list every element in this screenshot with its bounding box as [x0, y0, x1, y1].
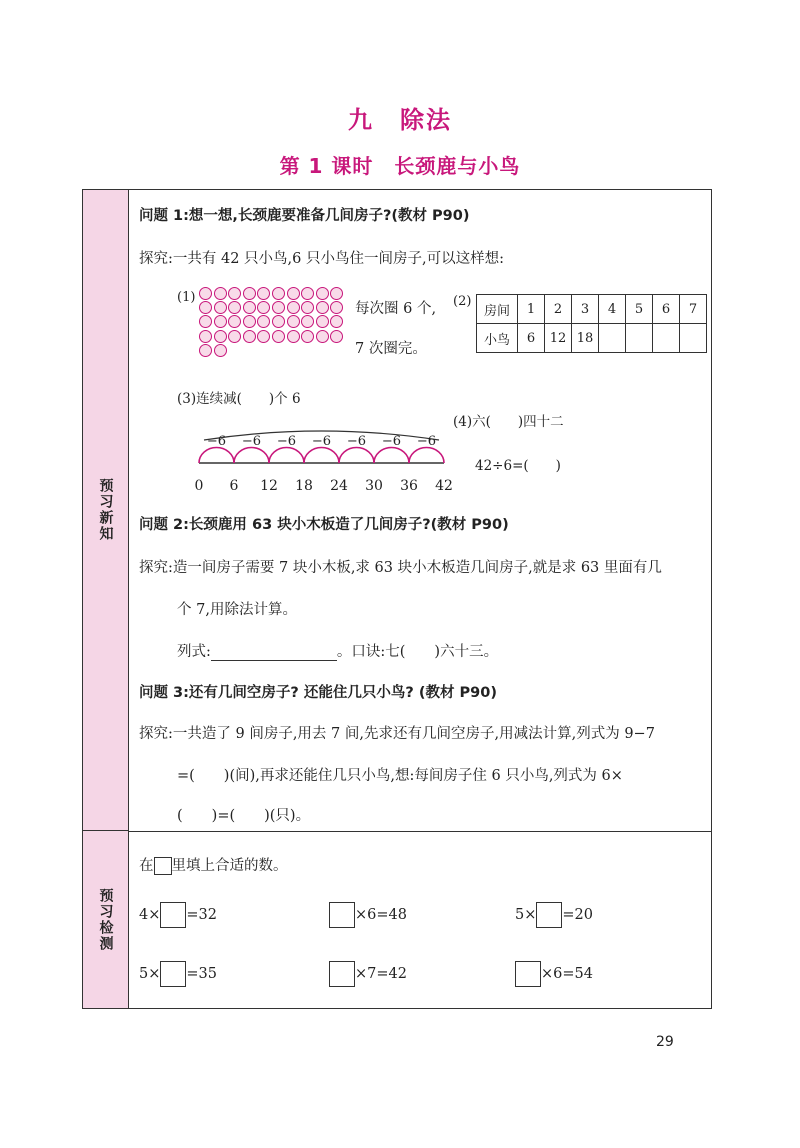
- part1-text-a: 每次圈 6 个,: [355, 301, 437, 317]
- circle: [316, 315, 329, 328]
- table-row: [477, 324, 707, 353]
- answer-box[interactable]: [329, 961, 355, 987]
- side-label-check: 预习检测: [83, 831, 129, 1008]
- circle: [316, 330, 329, 343]
- jump-label: −6: [346, 434, 367, 449]
- part1-text-b: 7 次圈完。: [355, 341, 427, 357]
- jump-arc: [374, 448, 409, 464]
- table-cell[interactable]: [653, 324, 680, 353]
- circle: [214, 344, 227, 357]
- q2-formula: [177, 640, 498, 661]
- circle: [287, 315, 300, 328]
- answer-box[interactable]: [160, 961, 186, 987]
- jump-arc: [269, 448, 304, 464]
- jump-arc: [234, 448, 269, 464]
- formula-label: 列式:: [177, 644, 211, 660]
- circle: [330, 315, 343, 328]
- table-cell: 3: [572, 295, 599, 324]
- check-item: ×6=48: [329, 902, 407, 928]
- part4-text: (4)六( )四十二: [453, 414, 564, 430]
- tick-label: 0: [194, 478, 204, 494]
- answer-box[interactable]: [536, 902, 562, 928]
- section-divider: [129, 831, 711, 832]
- q3-title: 问题 3:还有几间空房子? 还能住几只小鸟? (教材 P90): [139, 685, 497, 701]
- circle: [272, 301, 285, 314]
- page-number: 29: [656, 1034, 674, 1050]
- table-head: 房间: [477, 295, 518, 324]
- table-cell: 12: [545, 324, 572, 353]
- q2-explore-b: 个 7,用除法计算。: [177, 602, 297, 618]
- part2-label: (2): [453, 294, 472, 309]
- circle: [199, 330, 212, 343]
- jump-arc: [199, 448, 234, 464]
- table-cell: 2: [545, 295, 572, 324]
- table-row: [477, 295, 707, 324]
- circle: [257, 301, 270, 314]
- q3-explore-b: =( )(间),再求还能住几只小鸟,想:每间房子住 6 只小鸟,列式为 6×: [177, 768, 623, 784]
- circle: [316, 301, 329, 314]
- lesson-title: 第 1 课时 长颈鹿与小鸟: [279, 154, 521, 178]
- tick-label: 36: [400, 478, 418, 494]
- circle: [287, 330, 300, 343]
- circle: [214, 330, 227, 343]
- jump-arc: [409, 448, 444, 464]
- table-cell: 1: [518, 295, 545, 324]
- answer-box-sample: [154, 857, 172, 875]
- side-label-preview: 预习新知: [83, 190, 129, 831]
- circle: [199, 287, 212, 300]
- tick-label: 18: [295, 478, 313, 494]
- check-item: ×6=54: [515, 961, 593, 987]
- circle: [301, 315, 314, 328]
- circle: [330, 330, 343, 343]
- circle: [214, 301, 227, 314]
- circle: [228, 315, 241, 328]
- circle: [316, 287, 329, 300]
- check-item: 5× =20: [515, 902, 593, 928]
- answer-box[interactable]: [160, 902, 186, 928]
- circle: [243, 287, 256, 300]
- circle: [272, 315, 285, 328]
- formula-blank[interactable]: [211, 646, 337, 661]
- table-cell: 6: [518, 324, 545, 353]
- chapter-title: 九 除法: [348, 106, 452, 134]
- jump-arc: [304, 448, 339, 463]
- jump-label: −6: [276, 434, 297, 449]
- tick-label: 24: [330, 478, 348, 494]
- circle: [214, 287, 227, 300]
- table-cell[interactable]: [599, 324, 626, 353]
- number-line: [189, 420, 453, 495]
- circle: [330, 301, 343, 314]
- part3-text: (3)连续减( )个 6: [177, 391, 301, 407]
- jump-label: −6: [416, 434, 437, 449]
- table-cell: 4: [599, 295, 626, 324]
- formula-after: 。口诀:七( )六十三。: [336, 644, 499, 660]
- q1-explore: 探究:一共有 42 只小鸟,6 只小鸟住一间房子,可以这样想:: [139, 251, 504, 267]
- part1-label: (1): [177, 290, 196, 305]
- circle: [287, 287, 300, 300]
- tick-label: 12: [260, 478, 278, 494]
- table-cell[interactable]: [626, 324, 653, 353]
- jump-label: −6: [206, 434, 227, 449]
- circle: [287, 301, 300, 314]
- table-cell: 5: [626, 295, 653, 324]
- circle: [301, 301, 314, 314]
- circle: [243, 315, 256, 328]
- check-item: 5× =35: [139, 961, 217, 987]
- circle: [228, 330, 241, 343]
- table-cell[interactable]: [680, 324, 707, 353]
- tick-label: 30: [365, 478, 383, 494]
- circle: [257, 330, 270, 343]
- table-cell: 18: [572, 324, 599, 353]
- tick-label: 42: [435, 478, 453, 494]
- check-item: ×7=42: [329, 961, 407, 987]
- circle: [243, 330, 256, 343]
- q2-title: 问题 2:长颈鹿用 63 块小木板造了几间房子?(教材 P90): [139, 517, 509, 533]
- jump-arc: [339, 448, 374, 464]
- q3-explore-c: ( )=( )(只)。: [177, 808, 311, 824]
- circle: [257, 315, 270, 328]
- circle: [228, 287, 241, 300]
- circle: [330, 287, 343, 300]
- table-cell: 6: [653, 295, 680, 324]
- equation: 42÷6=( ): [475, 458, 561, 474]
- q2-explore-a: 探究:造一间房子需要 7 块小木板,求 63 块小木板造几间房子,就是求 63 里面有几: [139, 560, 662, 576]
- circle: [199, 315, 212, 328]
- circle: [243, 301, 256, 314]
- circle: [199, 301, 212, 314]
- circle: [228, 301, 241, 314]
- q3-explore-a: 探究:一共造了 9 间房子,用去 7 间,先求还有几间空房子,用减法计算,列式为 9−7: [139, 726, 655, 742]
- worksheet-frame: [82, 189, 712, 1009]
- check-instruction: 在 里填上合适的数。: [139, 858, 288, 874]
- circle: [214, 315, 227, 328]
- circle: [301, 287, 314, 300]
- answer-box[interactable]: [515, 961, 541, 987]
- circle: [272, 330, 285, 343]
- q1-title: 问题 1:想一想,长颈鹿要准备几间房子?(教材 P90): [139, 208, 470, 224]
- answer-box[interactable]: [329, 902, 355, 928]
- circle: [301, 330, 314, 343]
- table-cell: 7: [680, 295, 707, 324]
- jump-label: −6: [381, 434, 402, 449]
- jump-label: −6: [311, 434, 332, 449]
- circle: [257, 287, 270, 300]
- rooms-table: [476, 294, 707, 353]
- jump-label: −6: [241, 434, 262, 449]
- circle: [272, 287, 285, 300]
- circle: [199, 344, 212, 357]
- tick-label: 6: [229, 478, 239, 494]
- check-item: 4× =32: [139, 902, 217, 928]
- table-head: 小鸟: [477, 324, 518, 353]
